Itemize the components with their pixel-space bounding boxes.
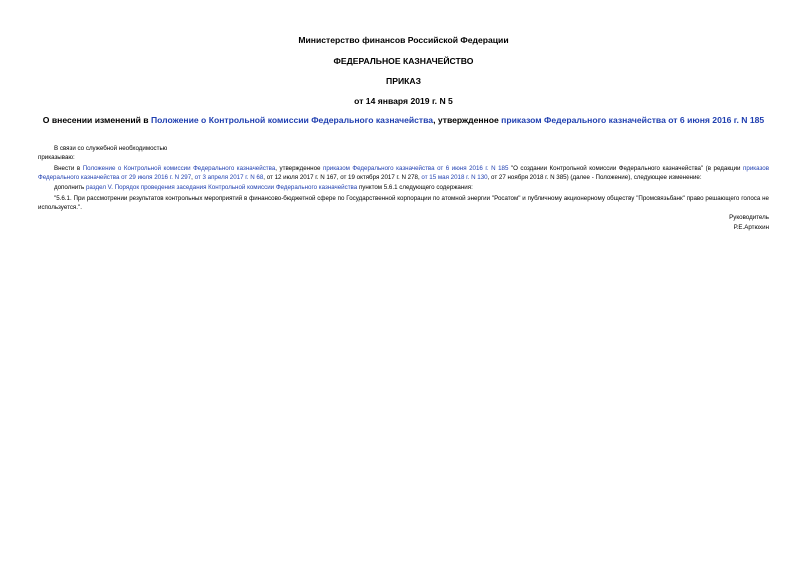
- document-subject: [38, 115, 769, 126]
- document-body: [38, 144, 769, 232]
- link-section-v[interactable]: раздел V. Порядок проведения заседания Контрольной комиссии Федерального казначейства: [85, 184, 358, 192]
- link-order-15-may-2018[interactable]: от 15 мая 2018 г. N 130: [421, 173, 488, 181]
- paragraph-amendment: [38, 164, 769, 182]
- paragraph-text: дополнить: [54, 184, 86, 192]
- paragraph-supplement: [38, 183, 769, 192]
- agency-heading: ФЕДЕРАЛЬНОЕ КАЗНАЧЕЙСТВО: [333, 56, 474, 66]
- paragraph-clause-5-6-1: "5.6.1. При рассмотрении результатов контрольных мероприятий в финансово-бюджетной сфере по Государственной корпорации по атомной энергии "Росатом" и публичному акционерному обществу "Промсвязьбанк" право решающего голоса не используется.".: [38, 194, 769, 211]
- paragraph-text: , от 27 ноября 2018 г. N 385) (далее - Положение), следующее изменение:: [487, 173, 702, 181]
- paragraph-text: "О создании Контрольной комиссии Федерального казначейства" (в редакции: [508, 164, 744, 172]
- document-type-heading: ПРИКАЗ: [386, 76, 421, 86]
- link-order-2016[interactable]: приказом Федерального казначейства от 6 июня 2016 г. N 185: [322, 164, 509, 172]
- ministry-heading: Министерство финансов Российской Федерации: [298, 35, 509, 45]
- paragraph-text: пунктом 5.6.1 следующего содержания:: [357, 184, 473, 192]
- link-order-3-april-2017[interactable]: от 3 апреля 2017 г. N 68: [194, 173, 264, 181]
- link-regulation[interactable]: Положение о Контрольной комиссии Федерального казначейства: [82, 164, 276, 172]
- date-number-heading: от 14 января 2019 г. N 5: [354, 96, 453, 106]
- subject-link-regulation[interactable]: Положение о Контрольной комиссии Федерального казначейства: [150, 115, 434, 125]
- subject-text: О внесении изменений в: [42, 115, 151, 125]
- signature-name: Р.Е.Артюхин: [733, 223, 769, 231]
- preamble-text: В связи со служебной необходимостью: [54, 145, 168, 152]
- paragraph-text: , от 12 июля 2017 г. N 167, от 19 октября 2017 г. N 278,: [263, 173, 422, 181]
- subject-text: , утвержденное: [433, 115, 502, 125]
- subject-link-order[interactable]: приказом Федерального казначейства от 6 июня 2016 г. N 185: [501, 115, 765, 125]
- paragraph-text: , утвержденное: [275, 164, 323, 172]
- link-orders-29-july-2016[interactable]: приказов Федерального казначейства от 29 июля 2016 г. N 297: [38, 164, 769, 181]
- paragraph-text: Внести в: [54, 164, 83, 172]
- signature-title: Руководитель: [729, 214, 769, 222]
- paragraph-text: ,: [191, 173, 195, 181]
- order-word: приказываю:: [38, 154, 75, 162]
